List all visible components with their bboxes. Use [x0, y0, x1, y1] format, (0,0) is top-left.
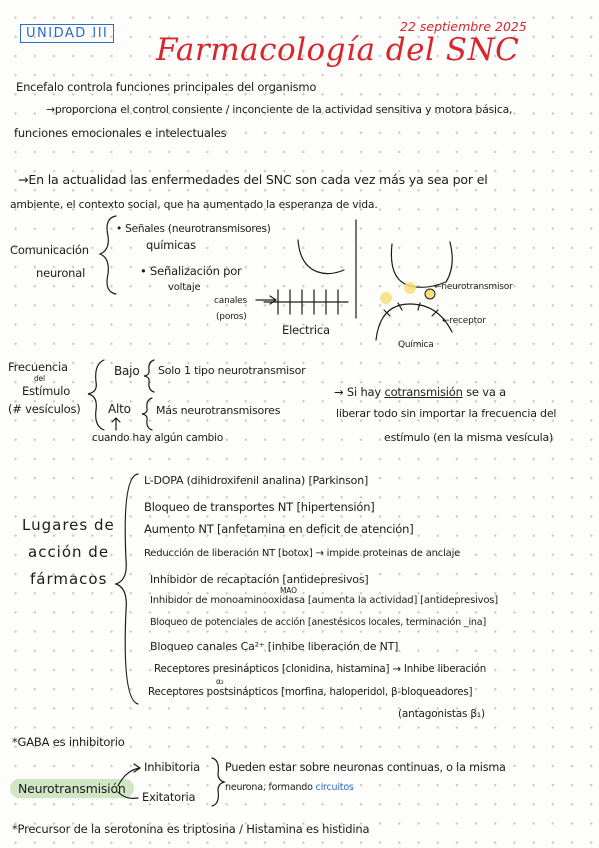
frequency-label-4: (# vesículos): [8, 402, 81, 416]
communication-item-1b: químicas: [146, 238, 196, 252]
drug-site-item: Bloqueo canales Ca²⁺ [inhibe liberación de NT]: [150, 640, 399, 653]
communication-item-2: • Señalización por: [140, 264, 242, 278]
chemical-postsynaptic: [376, 304, 452, 340]
electric-label: Electrica: [282, 323, 330, 337]
neurotransmission-brace: [212, 758, 224, 806]
gaba-note: *GABA es inhibitorio: [12, 735, 125, 749]
channels-arrow: [256, 296, 276, 304]
neurotransmitter-label: ←neurotransmisor: [434, 282, 513, 292]
frequency-label-3: Estímulo: [22, 384, 71, 398]
communication-item-2b: voltaje: [168, 282, 201, 293]
frequency-low-desc: Solo 1 tipo neurotransmisor: [158, 364, 306, 377]
channels-label-1: canales: [214, 296, 248, 306]
mao-note: MAO: [280, 586, 297, 595]
drug-site-item: Reducción de liberación NT [botox] → impide proteinas de anclaje: [144, 548, 461, 559]
drug-sites-label-1: Lugares de: [22, 516, 115, 534]
communication-item-1: • Señales (neurotransmisores): [116, 223, 271, 235]
vesicles: [380, 282, 435, 304]
electric-synapse-top: [298, 240, 344, 274]
drug-site-item: Bloqueo de potenciales de acción [anestésicos locales, terminación _ina]: [150, 617, 487, 628]
receptor-label: ←receptor: [442, 316, 486, 326]
drug-site-item: Bloqueo de transportes NT [hipertensión]: [144, 500, 375, 514]
cotransmission-note-2: liberar todo sin importar la frecuencia del: [336, 407, 557, 420]
intro-line-3: funciones emocionales e intelectuales: [14, 126, 227, 140]
receptor-marks: [384, 303, 438, 316]
cotransmission-prefix: → Si hay: [334, 385, 385, 399]
antagonists-note: (antagonistas β₁): [398, 708, 485, 720]
communication-label-2: neuronal: [36, 266, 86, 280]
frequency-low: Bajo: [114, 364, 140, 378]
branch-inhibitory: [118, 764, 140, 786]
neurotransmission-inhibitory: Inhibitoria: [144, 760, 200, 774]
intro-line-2: →proporciona el control consiente / inconciente de la actividad sensitiva y motora básica,: [46, 103, 513, 116]
communication-brace: [100, 216, 116, 294]
page-date: 22 septiembre 2025: [400, 19, 527, 34]
circuits-word: circuitos: [315, 782, 354, 793]
neurotransmission-desc-2-text: neurona, formando: [225, 782, 316, 793]
drug-site-item: Receptores postsinápticos [morfina, haloperidol, β-bloqueadores]: [148, 686, 473, 698]
context-line-2: ambiente, el contexto social, que ha aumentado la esperanza de vida.: [10, 198, 378, 211]
cotransmission-note-3: estímulo (en la misma vesícula): [384, 431, 554, 444]
communication-label-1: Comunicación: [10, 243, 89, 257]
change-arrow: [112, 418, 120, 430]
neurotransmission-desc-1: Pueden estar sobre neuronas continuas, o la misma: [225, 761, 506, 774]
intro-line-1: Encefalo controla funciones principales del organismo: [16, 80, 317, 94]
cotransmission-suffix: se va a: [462, 385, 507, 399]
chemical-presynaptic: [391, 242, 452, 287]
low-brace: [144, 360, 154, 392]
unit-label: UNIDAD III: [20, 24, 114, 43]
context-line-1: →En la actualidad las enfermedades del SNC son cada vez más ya sea por el: [18, 172, 488, 187]
drug-site-item: Inhibidor de recaptación [antidepresivos]: [150, 573, 369, 586]
drug-sites-label-3: fármacos: [30, 570, 108, 588]
frequency-change: cuando hay algún cambio: [92, 432, 224, 444]
drug-site-item: L-DOPA (dihidroxifenil analina) [Parkinson]: [144, 474, 369, 487]
chemical-label: Química: [398, 340, 434, 350]
drug-site-item: Aumento NT [anfetamina en deficit de atención]: [144, 522, 414, 536]
alpha2-note: α₂: [216, 677, 224, 686]
drug-site-item: Inhibidor de monoaminooxidasa [aumenta la actividad] [antidepresivos]: [150, 595, 499, 606]
frequency-brace: [88, 360, 104, 430]
high-brace: [142, 398, 152, 430]
branch-excitatory: [118, 792, 138, 798]
cotransmission-keyword: cotransmisión: [384, 385, 463, 399]
frequency-label-2: del: [34, 374, 45, 383]
frequency-high: Alto: [108, 402, 131, 416]
footer-note: *Precursor de la serotonina es triptosina / Histamina es histidina: [12, 822, 370, 836]
drug-sites-label-2: acción de: [28, 543, 110, 561]
frequency-label-1: Frecuencia: [8, 360, 68, 374]
frequency-high-desc: Más neurotransmisores: [156, 404, 281, 417]
drug-site-item: Receptores presinápticos [clonidina, histamina] → Inhibe liberación: [154, 663, 487, 675]
neurotransmission-label: Neurotransmisión: [10, 779, 134, 798]
page-title: Farmacología del SNC: [156, 32, 520, 68]
channels-label-2: (poros): [216, 312, 247, 322]
neurotransmission-excitatory: Exitatoria: [142, 790, 196, 804]
drug-sites-brace: [116, 474, 138, 704]
